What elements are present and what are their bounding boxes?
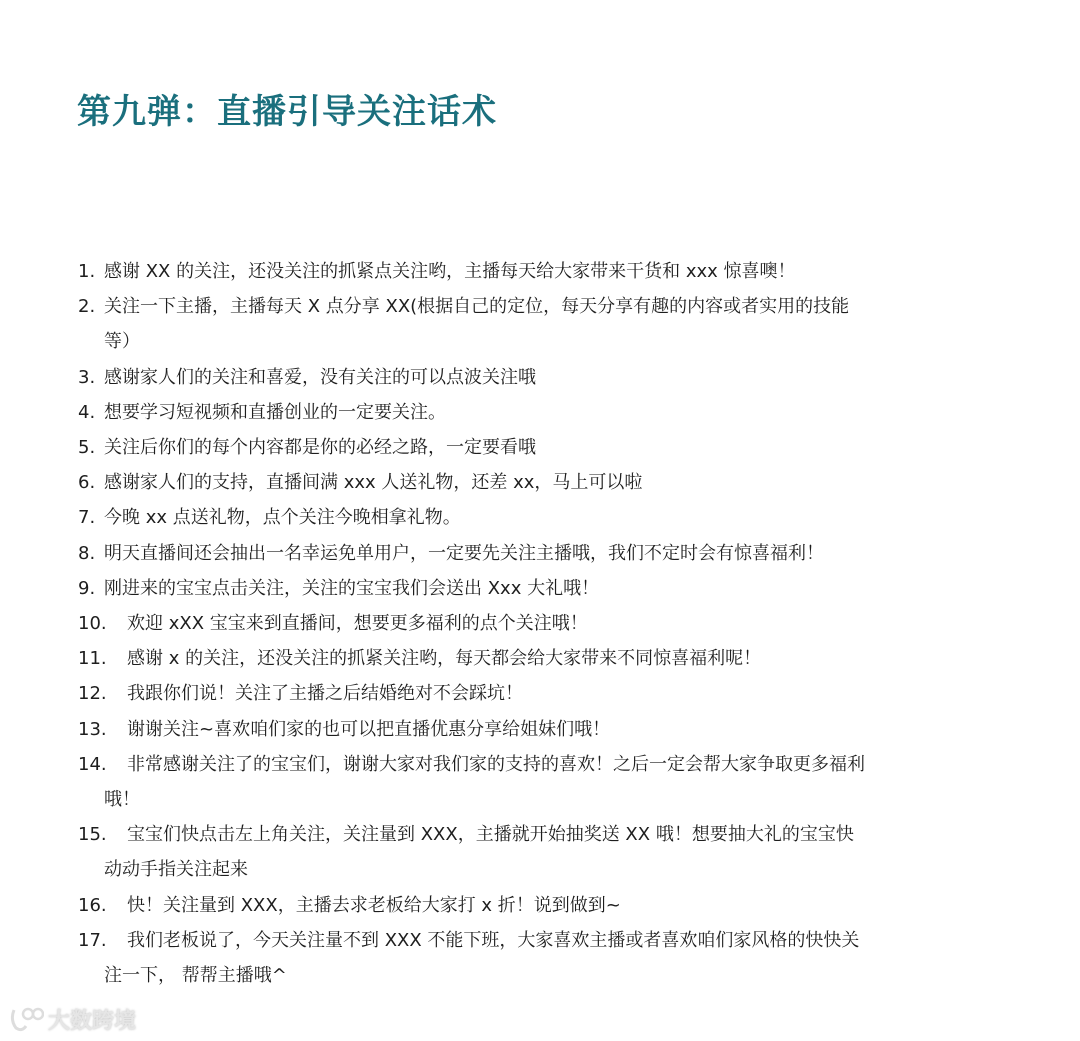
list-item-number: 2. (78, 296, 96, 318)
watermark (8, 1004, 136, 1035)
list-item (78, 676, 1008, 711)
list-item (78, 571, 1008, 606)
list-item-line: 宝宝们快点击左上角关注，关注量到 XXX，主播就开始抽奖送 XX 哦！想要抽大礼的宝宝快 (127, 824, 854, 846)
list-item (78, 254, 1008, 289)
list-item (78, 888, 1008, 923)
list-item-text (104, 430, 1008, 465)
list-item-text (127, 712, 1008, 747)
list-item-number: 10. (78, 613, 107, 635)
list-item-text (127, 641, 1008, 676)
list-item-line: 非常感谢关注了的宝宝们，谢谢大家对我们家的支持的喜欢！之后一定会帮大家争取更多福利 (127, 753, 865, 775)
list-item-number: 8. (78, 542, 96, 564)
list-item-line: 今晚 xx 点送礼物，点个关注今晚相拿礼物。 (104, 507, 461, 529)
list-item-number: 15. (78, 824, 107, 846)
list-item-text (104, 500, 1008, 535)
list-item-text (127, 676, 1008, 711)
list-item-line: 关注一下主播，主播每天 X 点分享 XX(根据自己的定位，每天分享有趣的内容或者实用的技能 (104, 296, 850, 318)
list-item-continuation: 等） (104, 331, 140, 353)
list-item (78, 360, 1008, 395)
watermark-logo-icon (8, 1006, 44, 1034)
list-item-text (104, 747, 1008, 817)
list-item-number: 13. (78, 718, 107, 740)
list-item-number: 9. (78, 577, 96, 599)
list-item-continuation: 注一下， 帮帮主播哦^ (104, 965, 287, 987)
list-item (78, 641, 1008, 676)
list-item-text (104, 395, 1008, 430)
list-item-line: 刚进来的宝宝点击关注，关注的宝宝我们会送出 Xxx 大礼哦！ (104, 577, 600, 599)
watermark-text: 大数跨境 (48, 1009, 137, 1034)
list-item-text (104, 536, 1008, 571)
list-item (78, 500, 1008, 535)
list-item-continuation: 哦！ (104, 789, 140, 811)
list-item-line: 快！关注量到 XXX，主播去求老板给大家打 x 折！说到做到~ (127, 894, 621, 916)
list-item (78, 606, 1008, 641)
list-item-text (104, 571, 1008, 606)
list-item (78, 817, 1008, 887)
list-item-text (104, 817, 1008, 887)
list-item-number: 16. (78, 894, 107, 916)
list-item (78, 289, 1008, 359)
list-item-text (104, 923, 1008, 993)
list-item-line: 感谢 x 的关注，还没关注的抓紧关注哟，每天都会给大家带来不同惊喜福利呢！ (127, 648, 762, 670)
list-item-number: 6. (78, 472, 96, 494)
list-item-number: 1. (78, 261, 96, 282)
list-item-line: 我们老板说了，今天关注量不到 XXX 不能下班，大家喜欢主播或者喜欢咱们家风格的快快关 (127, 929, 860, 951)
list-item (78, 395, 1008, 430)
list-item-number: 17. (78, 929, 107, 951)
list-item-line: 关注后你们的每个内容都是你的必经之路，一定要看哦 (104, 437, 536, 459)
list-item (78, 465, 1008, 500)
list-item-text (104, 465, 1008, 500)
page-title: 第九弹：直播引导关注话术 (77, 92, 497, 132)
list-item-text (127, 888, 1008, 923)
list-item-text (104, 254, 1008, 289)
list-item-number: 7. (78, 507, 96, 529)
list-item-number: 14. (78, 753, 107, 775)
list-item-number: 3. (78, 366, 96, 388)
list-item-text (104, 289, 1008, 359)
list-item (78, 712, 1008, 747)
list-item-number: 11. (78, 648, 107, 670)
list-item-text (127, 606, 1008, 641)
list-item-line: 谢谢关注~喜欢咱们家的也可以把直播优惠分享给姐妹们哦！ (127, 718, 611, 740)
list-item (78, 923, 1008, 993)
list-item-line: 感谢 XX 的关注，还没关注的抓紧点关注哟，主播每天给大家带来干货和 xxx 惊喜噢！ (104, 261, 796, 282)
list-item-number: 12. (78, 683, 107, 705)
list-item-continuation: 动动手指关注起来 (104, 859, 248, 881)
list-item (78, 430, 1008, 465)
list-item-number: 5. (78, 437, 96, 459)
list-item-line: 欢迎 xXX 宝宝来到直播间，想要更多福利的点个关注哦！ (127, 613, 588, 635)
list-item (78, 747, 1008, 817)
list-item-line: 想要学习短视频和直播创业的一定要关注。 (104, 401, 446, 423)
list-item-line: 我跟你们说！关注了主播之后结婚绝对不会踩坑！ (127, 683, 523, 705)
list-item-text (104, 360, 1008, 395)
list-item-line: 感谢家人们的支持，直播间满 xxx 人送礼物，还差 xx，马上可以啦 (104, 472, 643, 494)
list-item-line: 感谢家人们的关注和喜爱，没有关注的可以点波关注哦 (104, 366, 536, 388)
list-item (78, 536, 1008, 571)
list-item-number: 4. (78, 401, 96, 423)
script-list (78, 254, 1008, 993)
list-item-line: 明天直播间还会抽出一名幸运免单用户，一定要先关注主播哦，我们不定时会有惊喜福利！ (104, 542, 824, 564)
